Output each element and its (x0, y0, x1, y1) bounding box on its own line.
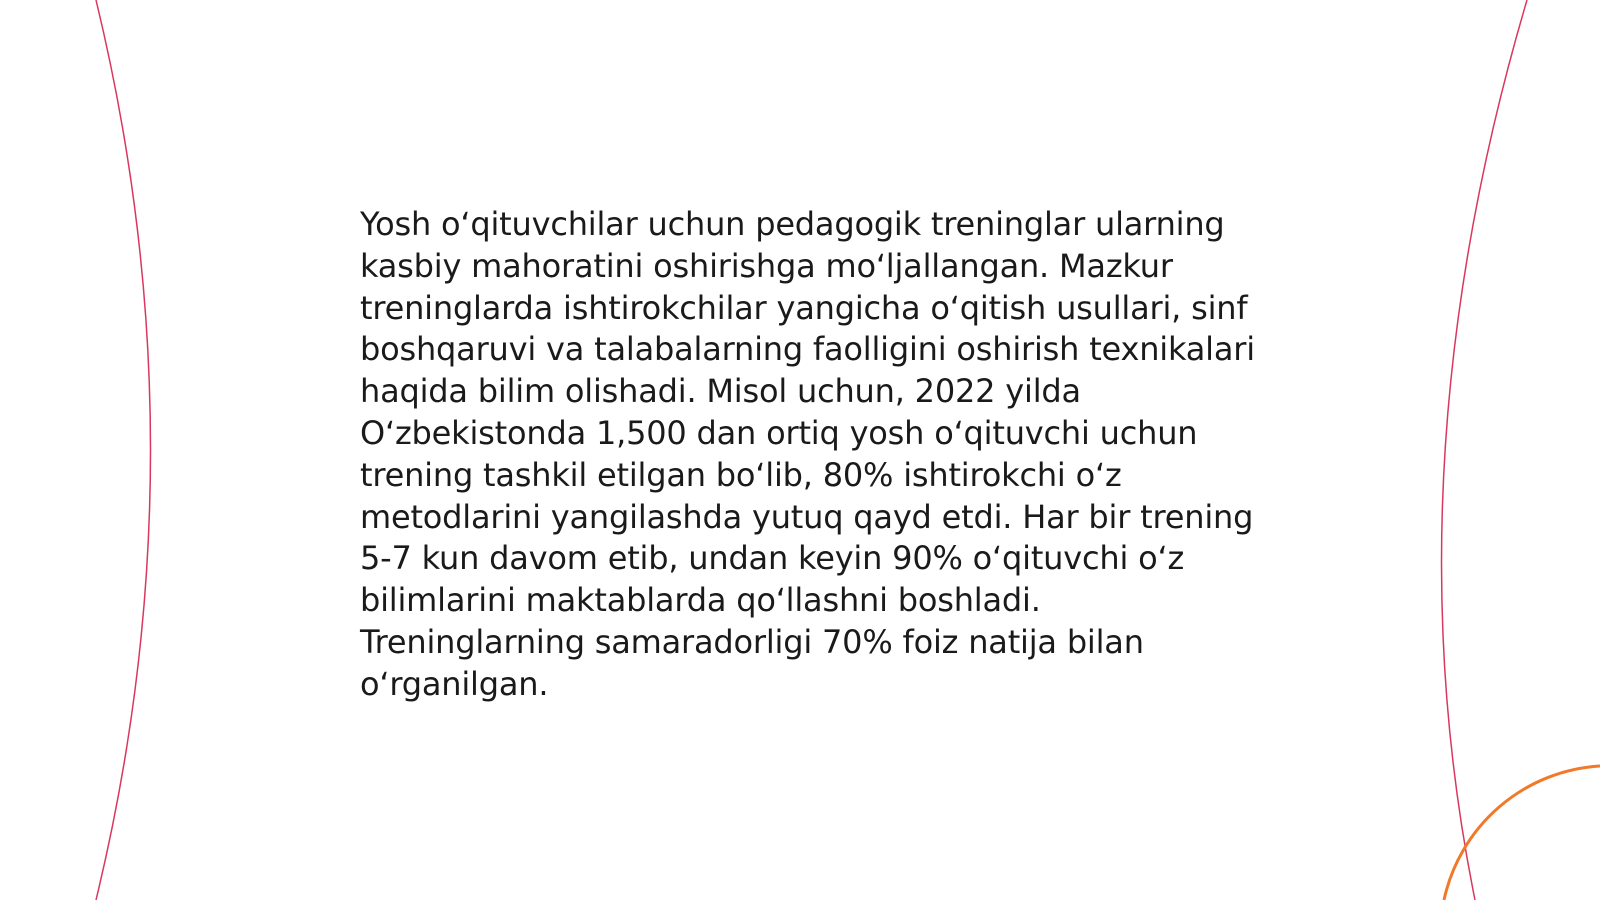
right-arc (1442, 0, 1527, 900)
bottom-right-circle-arc (1444, 766, 1600, 900)
left-arc (96, 0, 151, 900)
slide-body-text: Yosh oʻqituvchilar uchun pedagogik treninglar ularning kasbiy mahoratini oshirishga moʻljallangan. Mazkur treninglarda ishtirokchilar yangicha oʻqitish usullari, sinf boshqaruvi va talabalarning faolligini oshirish texnikalari haqida bilim olishadi. Misol uchun, 2022 yilda Oʻzbekistonda 1,500 dan ortiq yosh oʻqituvchi uchun trening tashkil etilgan boʻlib, 80% ishtirokchi oʻz metodlarini yangilashda yutuq qayd etdi. Har bir trening 5-7 kun davom etib, undan keyin 90% oʻqituvchi oʻz bilimlarini maktablarda qoʻllashni boshladi. Treninglarning samaradorligi 70% foiz natija bilan oʻrganilgan. (360, 205, 1255, 703)
